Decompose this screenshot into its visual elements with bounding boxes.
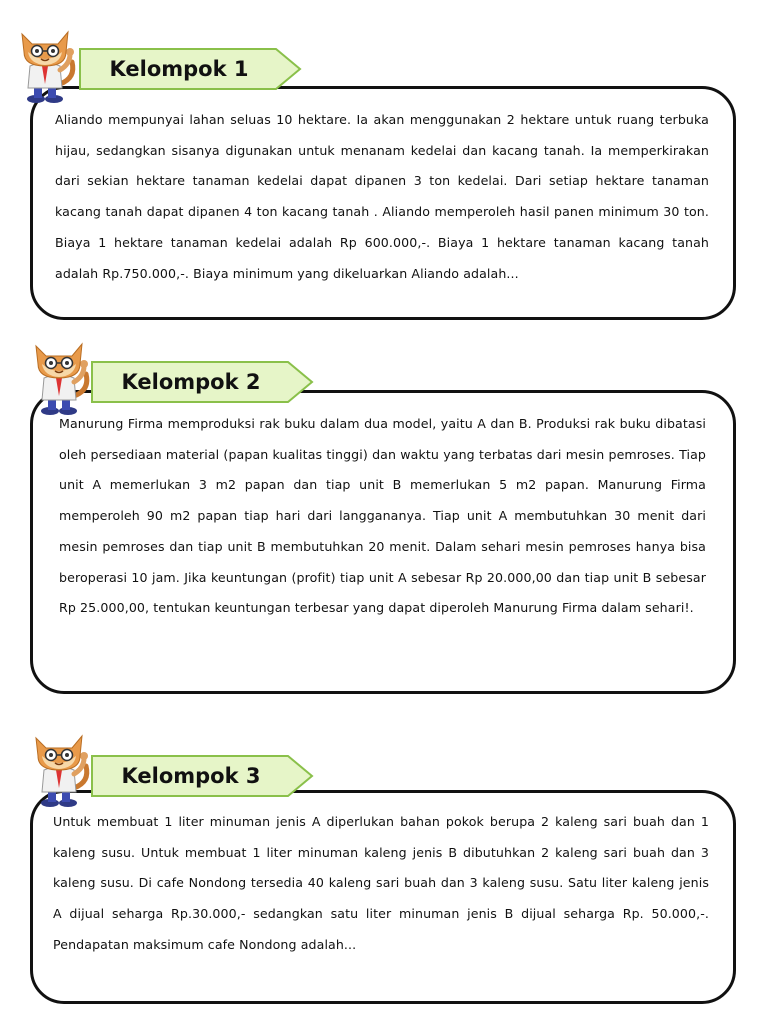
question-text-2: Manurung Firma memproduksi rak buku dalam dua model, yaitu A dan B. Produksi rak buku dibatasi oleh persediaan material (papan kualitas tinggi) dan waktu yang terbatas dari mesin pemroses. Tiap unit A memerlukan 3 m2 papan dan tiap unit B memerlukan 5 m2 papan. Manurung Firma memperoleh 90 m2 papan tiap hari dari langgananya. Tiap unit A membutuhkan 30 menit dari mesin pemroses dan tiap unit B membutuhkan 20 menit. Dalam sehari mesin pemroses hanya bisa beroperasi 10 jam. Jika keuntungan (profit) tiap unit A sebesar Rp 20.000,00 dan tiap unit B sebesar Rp 25.000,00, tentukan keuntungan terbesar yang dapat diperoleh Manurung Firma dalam sehari!.	[59, 416, 706, 616]
group-title-3: Kelompok 3	[121, 764, 261, 788]
question-text-1: Aliando mempunyai lahan seluas 10 hektare. Ia akan menggunakan 2 hektare untuk ruang terbuka hijau, sedangkan sisanya digunakan untuk menanam kedelai dan kacang tanah. Ia memperkirakan dari sekian hektare tanaman kedelai dapat dipanen 3 ton kedelai. Dari setiap hektare tanaman kacang tanah dapat dipanen 4 ton kacang tanah . Aliando memperoleh hasil panen minimum 30 ton. Biaya 1 hektare tanaman kedelai adalah Rp 600.000,-. Biaya 1 hektare tanaman kacang tanah adalah Rp.750.000,-. Biaya minimum yang dikeluarkan Aliando adalah...	[55, 112, 709, 281]
question-box-2	[30, 390, 736, 694]
title-banner-1	[78, 47, 302, 91]
title-banner-2	[90, 360, 314, 404]
cartoon-cat-professor-icon	[28, 338, 94, 416]
cartoon-cat-professor-icon	[14, 26, 80, 104]
group-title-2: Kelompok 2	[121, 370, 261, 394]
group-title-1: Kelompok 1	[109, 57, 249, 81]
question-text-3: Untuk membuat 1 liter minuman jenis A diperlukan bahan pokok berupa 2 kaleng sari buah dan 1 kaleng susu. Untuk membuat 1 liter minuman kaleng jenis B dibutuhkan 2 kaleng sari buah dan 3 kaleng susu. Di cafe Nondong tersedia 40 kaleng sari buah dan 3 kaleng susu. Satu liter kaleng jenis A dijual seharga Rp.30.000,- sedangkan satu liter minuman jenis B dijual seharga Rp. 50.000,-. Pendapatan maksimum cafe Nondong adalah...	[53, 814, 709, 952]
question-box-1	[30, 86, 736, 320]
question-box-3	[30, 790, 736, 1004]
cartoon-cat-professor-icon	[28, 730, 94, 808]
title-banner-3	[90, 754, 314, 798]
